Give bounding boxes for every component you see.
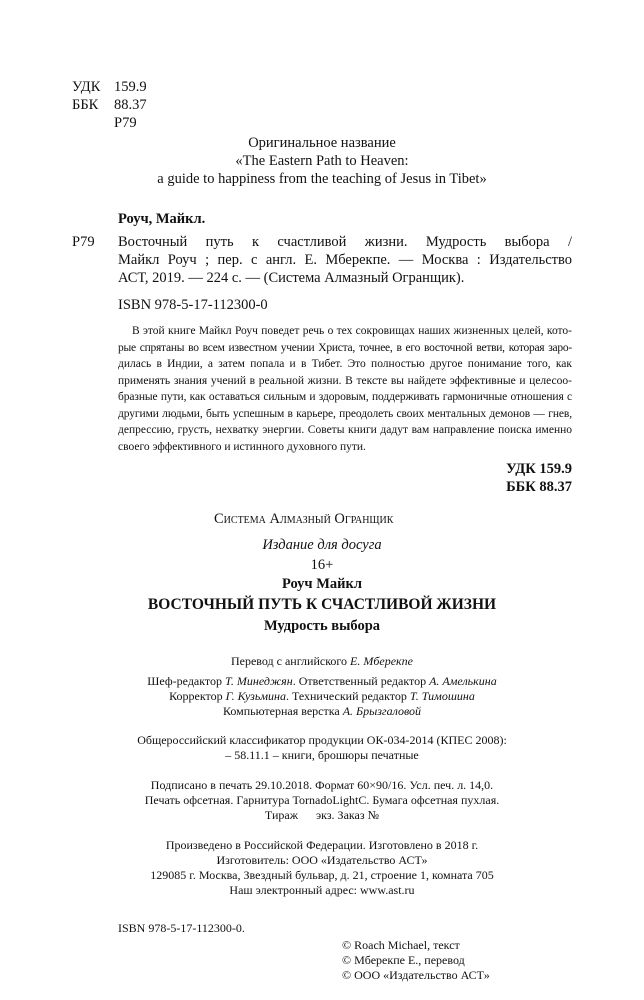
book-subtitle: Мудрость выбора bbox=[263, 618, 381, 634]
resp-editor-prefix: . Ответственный редактор bbox=[292, 674, 430, 688]
udk-value: 159.9 bbox=[114, 79, 147, 95]
translator-name: Е. Мберекпе bbox=[350, 654, 413, 668]
udk-label: УДК bbox=[72, 79, 101, 95]
classifier-line: Общероссийский классификатор продукции ОК-034-2014 (КПЕС 2008): bbox=[137, 733, 507, 747]
edition-type: Издание для досуга bbox=[262, 537, 382, 553]
translation-line bbox=[72, 654, 572, 669]
age-rating: 16+ bbox=[310, 557, 334, 573]
copyright-line: © Мберекпе Е., перевод bbox=[342, 953, 465, 967]
bibliography-author: Роуч, Майкл. bbox=[118, 211, 206, 227]
original-title bbox=[72, 134, 572, 188]
corrector-prefix: Корректор bbox=[169, 689, 226, 703]
annotation bbox=[118, 323, 572, 455]
author-code: Р79 bbox=[114, 115, 137, 131]
print-info-line: Печать офсетная. Гарнитура TornadoLightC. Бумага офсетная пухлая. bbox=[144, 793, 500, 807]
bibliography-line: АСТ, 2019. — 224 с. — (Система Алмазный Огранщик). bbox=[118, 270, 465, 286]
print-info-line: Тираж экз. Заказ № bbox=[264, 808, 380, 822]
publisher-line: Наш электронный адрес: www.ast.ru bbox=[229, 883, 415, 897]
chief-editor-name: Т. Минеджян bbox=[225, 674, 293, 688]
annotation-line: рые спрятаны во всем известном учении Христа, точнее, в его восточной ветви, которая заро- bbox=[118, 341, 572, 354]
editors-line bbox=[72, 674, 572, 689]
bibliography-text bbox=[118, 233, 572, 287]
classifier-line: – 58.11.1 – книги, брошюры печатные bbox=[225, 748, 419, 762]
classifier bbox=[72, 733, 572, 763]
print-info-line: Подписано в печать 29.10.2018. Формат 60×90/16. Усл. печ. л. 14,0. bbox=[150, 778, 494, 792]
publisher-line: Изготовитель: ООО «Издательство АСТ» bbox=[216, 853, 428, 867]
chief-editor-prefix: Шеф-редактор bbox=[147, 674, 226, 688]
annotation-line: бразные пути, как оставаться сильным и здоровым, поддерживать гармоничные отношения с bbox=[118, 391, 572, 403]
author-title: Роуч Майкл bbox=[281, 576, 363, 592]
tech-editor-prefix: . Технический редактор bbox=[285, 689, 410, 703]
copyright-line: © ООО «Издательство АСТ» bbox=[342, 968, 490, 982]
annotation-line: депрессию, грусть, нехватку энергии. Советы книги дадут вам направление поиска именно bbox=[118, 424, 572, 436]
isbn: ISBN 978-5-17-112300-0 bbox=[118, 297, 268, 313]
layout-prefix: Компьютерная верстка bbox=[222, 704, 343, 718]
bibliography-code: Р79 bbox=[72, 234, 95, 250]
bbk-right-line: ББК 88.37 bbox=[506, 479, 572, 495]
annotation-line: другими людьми, быть успешным в карьере, преодолеть своих ментальных демонов — гнев, bbox=[118, 407, 572, 420]
annotation-line: В этой книге Майкл Роуч поведет речь о тех сокровищах наших жизненных целей, кото- bbox=[132, 325, 572, 337]
udk-right-line: УДК 159.9 bbox=[506, 461, 572, 477]
publisher-line: 129085 г. Москва, Звездный бульвар, д. 21, строение 1, комната 705 bbox=[150, 868, 494, 882]
corrector-name: Г. Кузьмина bbox=[225, 689, 286, 703]
udk-line bbox=[72, 78, 192, 96]
copyright-block bbox=[342, 938, 490, 983]
annotation-line: дилась в Индии, а затем попала и в Тибет. Это полностью другое понимание того, как bbox=[118, 358, 572, 370]
layout-name: А. Брызгаловой bbox=[342, 704, 422, 718]
bbk-value: 88.37 bbox=[114, 97, 147, 113]
annotation-line: применять знания учений в реальной жизни. В тексте вы найдете эффективные и целесоо- bbox=[118, 374, 572, 387]
copyright-line: © Roach Michael, текст bbox=[342, 938, 460, 952]
original-title-line: a guide to happiness from the teaching of Jesus in Tibet» bbox=[157, 171, 487, 187]
resp-editor-name: А. Амелькина bbox=[429, 674, 497, 688]
annotation-line: своего эффективного и истинного духовного пути. bbox=[118, 440, 366, 453]
corrector-line bbox=[72, 689, 572, 704]
udk-block bbox=[72, 78, 192, 132]
credits bbox=[72, 654, 572, 719]
bbk-line bbox=[72, 96, 192, 114]
original-title-label: Оригинальное название bbox=[248, 135, 396, 151]
tech-editor-name: Т. Тимошина bbox=[409, 689, 475, 703]
book-title: ВОСТОЧНЫЙ ПУТЬ К СЧАСТЛИВОЙ ЖИЗНИ bbox=[147, 596, 497, 613]
original-title-line: «The Eastern Path to Heaven: bbox=[235, 153, 409, 169]
publisher-line: Произведено в Российской Федерации. Изготовлено в 2018 г. bbox=[165, 838, 479, 852]
translation-prefix: Перевод с английского bbox=[230, 654, 351, 668]
bibliography-line: Майкл Роуч ; пер. с англ. Е. Мберекпе. — Москва : Издательство bbox=[118, 252, 572, 268]
print-info bbox=[72, 778, 572, 823]
layout-line bbox=[72, 704, 572, 719]
bbk-label: ББК bbox=[72, 97, 99, 113]
publisher-info bbox=[72, 838, 572, 898]
udk-right bbox=[400, 460, 572, 496]
bibliography-line: Восточный путь к счастливой жизни. Мудрость выбора / bbox=[118, 234, 572, 250]
series-name: Система Алмазный Огранщик bbox=[214, 511, 394, 527]
isbn-bottom: ISBN 978-5-17-112300-0. bbox=[118, 921, 245, 935]
